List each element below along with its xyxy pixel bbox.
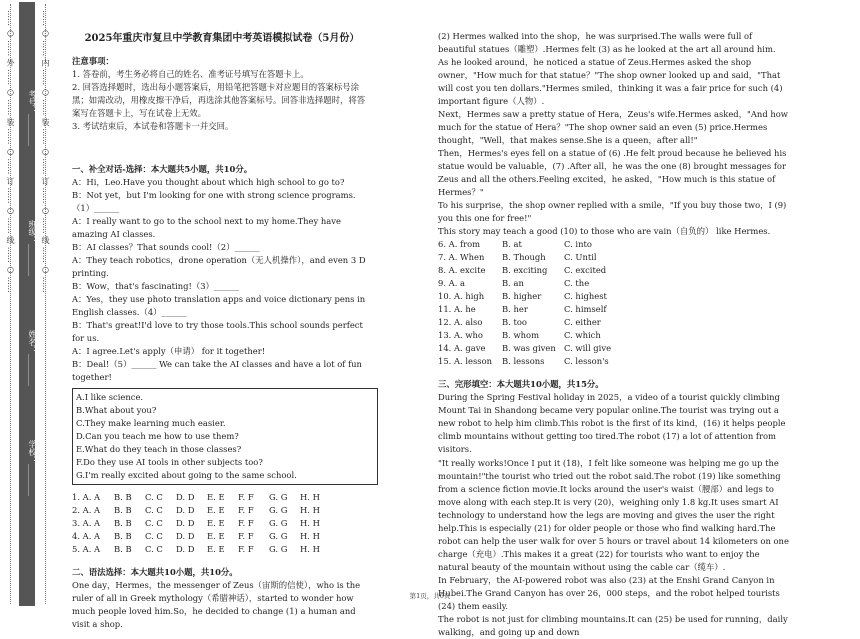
choice-option[interactable]: E. E [207,491,225,502]
choice-option[interactable]: C. excited [564,265,607,276]
choice-option[interactable]: D. D [176,518,195,528]
choice-option[interactable]: F. F [238,544,254,555]
choice-option[interactable]: B. higher [502,291,542,302]
page-footer: 第1页，共6页 [409,592,451,600]
choice-option[interactable]: E. E [207,504,225,515]
choice-row [438,342,792,355]
choice-option[interactable]: B. B [114,544,132,555]
choice-row [72,504,372,517]
choice-option[interactable]: 1. A. A [72,491,101,502]
choice-option[interactable]: C. C [145,491,163,502]
school-field: 学校：________ [28,440,37,496]
choice-row [438,355,792,368]
right-column [438,30,792,639]
binding-margin [0,0,64,608]
passage-paragraph: As he looked around，he noticed a statue of Zeus.Hermes asked the shop owner，"How much for that statue？"The shop owner looked up and said，"That will cost you ten dollars."Hermes smiled，thinking it was a fair price for such (4) important figure（人物）. [438,57,783,107]
choice-option[interactable]: C. Until [564,252,597,263]
choice-option[interactable]: C. lesson's [564,356,609,367]
choice-option[interactable]: D. D [176,491,195,502]
choice-option[interactable]: F. F [238,504,254,515]
choice-option[interactable]: 3. A. A [72,518,101,528]
passage-paragraph: To his surprise，the shop owner replied with a smile，"If you buy those two，I (9) you this one for free!" [438,200,787,224]
box-option: B.What about you? [76,404,157,415]
choice-option[interactable]: G. G [269,518,288,528]
cloze-paragraph: "It really works!Once I put it (18)，I felt like someone was helping me go up the mountain!"the tourist who tried out the robot said.The robot (19) like something from a science fiction movie.It locks around the user's waist（腰部）and legs to move along with each step.It is very (20)，weighing only 1.8 kg.It uses smart AI technology to understand how the legs are moving and gives the user the right help.This is especially (21) for older people or those who find walking hard.The robot can help the user walk for over 5 hours or travel about 14 kilometers on one charge（充电）.This makes it a great (22) for tourists who want to enjoy the natural beauty of the mountain without using the cable car（缆车）. [438,457,789,572]
dialogue-line: A：I agree.Let's apply（申请） for it together! [72,345,266,356]
choice-option[interactable]: C. himself [564,304,607,315]
choice-option[interactable]: H. H [300,518,320,528]
passage-paragraph: This story may teach a good (10) to those who are vain（自负的） like Hermes. [438,226,771,237]
box-option: A.I like science. [76,391,144,402]
choice-option[interactable]: C. either [564,317,601,328]
choice-option[interactable]: 13. A. who [438,330,483,341]
choice-option[interactable]: E. E [207,518,225,528]
choice-option[interactable]: 6. A. from [438,239,481,250]
dialogue-line: B：That's great!I'd love to try those tools.This school sounds perfect for us. [72,319,363,343]
choice-option[interactable]: B. Though [502,252,546,263]
choice-row [438,316,792,329]
box-option: F.Do they use AI tools in other subjects too? [76,456,263,467]
choice-option[interactable]: D. D [176,531,195,542]
dialogue-line: A：Hi，Leo.Have you thought about which high school to go to? [72,176,345,187]
section1-heading: 一、补全对话-选择：本大题共5小题，共10分。 [72,163,253,174]
choice-option[interactable]: G. G [269,544,288,555]
choice-row [438,290,792,303]
choice-row [438,264,792,277]
choice-option[interactable]: C. C [145,531,163,542]
box-option: C.They make learning much easier. [76,417,226,428]
box-option: G.I'm really excited about going to the same school. [76,469,297,480]
choice-row [72,543,372,556]
passage-paragraph: (2) Hermes walked into the shop，he was surprised.The walls were full of beautiful statues（雕塑）.Hermes felt (3) as he looked at the art all around him. [438,31,776,55]
margin-inner-marks: …… ○ …… 内 …… ○ …… 装 …… ○ …… 订 …… ○ …… 线 …… ○ …… [41,10,50,293]
choice-option[interactable]: B. B [114,491,132,502]
choice-option[interactable]: G. G [269,504,288,515]
choice-option[interactable]: B. lessons [502,356,545,367]
box-option: D.Can you teach me how to use them? [76,430,239,441]
margin-outer-marks: …… ○ …… 外 …… ○ …… 装 …… ○ …… 订 …… ○ …… 线 …… ○ …… [6,10,15,293]
choice-option[interactable]: C. which [564,330,601,341]
dialogue-line: A：Yes，they use photo translation apps and voice dictionary pens in English classes.（4）______ [72,293,366,317]
choice-option[interactable]: B. B [114,518,132,528]
choice-option[interactable]: D. D [176,544,195,555]
choice-option[interactable]: 14. A. gave [438,343,486,354]
choice-option[interactable]: B. exciting [502,265,548,276]
note-item: 2. 回答选择题时，选出每小题答案后，用铅笔把答题卡对应题目的答案标号涂黑；如需改动，用橡皮擦干净后，再选涂其他答案标号。回答非选择题时，将答案写在答题卡上，写在试卷上无效。 [72,81,366,118]
choice-option[interactable]: 4. A. A [72,531,101,542]
choice-option[interactable]: H. H [300,544,320,555]
choice-option[interactable]: H. H [300,504,320,515]
choice-option[interactable]: 2. A. A [72,504,101,515]
dialogue-line: A：I really want to go to the school next to my home.They have amazing AI classes. [72,215,341,239]
choices-6-15 [438,238,792,368]
choice-option[interactable]: C. C [145,544,163,555]
dialogue-line: B：Wow，that's fascinating!（3）______ [72,280,240,291]
choice-option[interactable]: F. F [238,491,254,502]
exam-no-field: 考号：________ [28,90,37,146]
choice-row [438,277,792,290]
choice-option[interactable]: B. her [502,304,528,315]
choice-option[interactable]: H. H [300,531,320,542]
section2-paragraph: One day，Hermes，the messenger of Zeus（宙斯的信使），who is the ruler of all in Greek mythology（希腊神话），started to wonder how much people loved him.So，he decided to change (1) a human and visit a shop. [72,580,361,630]
left-column [72,0,372,631]
passage-paragraph: Then，Hermes's eyes fell on a statue of (6) .He felt proud because he believed his statue would be valuable，(7) .After all，he was the one (8) brought messages for Zeus and all the others.Feeling excited，he asked，"How much is this statue of Hermes？" [438,148,787,198]
choice-option[interactable]: B. an [502,278,524,289]
cloze-paragraph: During the Spring Festival holiday in 2025，a video of a tourist quickly climbing Mount Tai in Shandong became very popular online.The tourist was trying out a new robot to help him climb.This robot is the first of its kind，(16) it helps people climb mountains without getting too tired.The robot (17) a lot of attention from visitors. [438,392,786,455]
dialogue-line: A：They teach robotics，drone operation（无人机操作），and even 3 D printing. [72,254,366,278]
choice-option[interactable]: C. the [564,278,590,289]
passage-paragraph: Next，Hermes saw a pretty statue of Hera，Zeus's wife.Hermes asked，"And how much for the statue of Hera？"The shop owner said an even (5) price.Hermes thought，"Well，that makes sense.She is a queen，after all!" [438,109,788,146]
dialogue-line: B：Deal!（5）______ We can take the AI classes and have a lot of fun together! [72,358,362,382]
choice-option[interactable]: C. into [564,239,592,250]
choices-1-5 [72,491,372,556]
cloze-paragraph: The robot is not just for climbing mountains.It can (25) be used for running，daily walking，and going up and down [438,613,788,637]
name-field: 姓名：________ [28,330,37,386]
choice-option[interactable]: C. highest [564,291,607,302]
choice-row [72,491,372,504]
choice-option[interactable]: B. was given [502,343,556,354]
dialogue-line: B：Not yet，but I'm looking for one with strong science programs.（1）______ [72,189,356,213]
choice-row [438,303,792,316]
choice-option[interactable]: D. D [176,504,195,515]
choice-option[interactable]: B. too [502,317,527,328]
choice-option[interactable]: 9. A. a [438,278,466,289]
choice-row [438,238,792,251]
choice-option[interactable]: G. G [269,531,288,542]
choice-option[interactable]: C. C [145,504,163,515]
choice-option[interactable]: E. E [207,544,225,555]
notes-heading: 注意事项： [72,55,114,66]
choice-option[interactable]: 10. A. high [438,291,485,302]
box-option: E.What do they teach in those classes? [76,443,242,454]
choice-option[interactable]: B. whom [502,330,540,341]
choice-row [72,517,372,530]
note-item: 3. 考试结束后，本试卷和答题卡一并交回。 [72,120,234,131]
choice-row [72,530,372,543]
choice-option[interactable]: B. B [114,531,132,542]
choice-option[interactable]: C. C [145,518,163,528]
class-field: 班级：________ [28,220,37,276]
dialogue-line: B：AI classes？That sounds cool!（2）______ [72,241,260,252]
choice-option[interactable]: E. E [207,531,225,542]
choice-row [438,251,792,264]
choice-option[interactable]: 12. A. also [438,317,483,328]
choice-option[interactable]: H. H [300,491,320,502]
choice-option[interactable]: 7. A. When [438,252,485,263]
options-box [72,388,378,485]
choice-option[interactable]: F. F [238,518,254,528]
choice-option[interactable]: C. will give [564,343,612,354]
choice-option[interactable]: 15. A. lesson [438,356,493,367]
page-title: 2025年重庆市复旦中学教育集团中考英语模拟试卷（5月份） [84,33,360,44]
choice-option[interactable]: B. B [114,504,132,515]
section3-heading: 三、完形填空：本大题共10小题，共15分。 [438,379,604,390]
choice-option[interactable]: F. F [238,531,254,542]
choice-option[interactable]: 11. A. he [438,304,476,315]
choice-option[interactable]: 8. A. excite [438,265,486,276]
cloze-paragraph: In February，the AI-powered robot was also (23) at the Enshi Grand Canyon in Hubei.The Grand Canyon has over 26，000 steps，and the robot helped tourists (24) them easily. [438,574,780,611]
note-item: 1. 答卷前，考生务必将自己的姓名、准考证号填写在答题卡上。 [72,68,309,79]
choice-option[interactable]: B. at [502,239,522,250]
choice-option[interactable]: 5. A. A [72,544,101,555]
choice-option[interactable]: G. G [269,491,288,502]
section2-heading: 二、语法选择：本大题共10小题，共10分。 [72,567,238,578]
choice-row [438,329,792,342]
